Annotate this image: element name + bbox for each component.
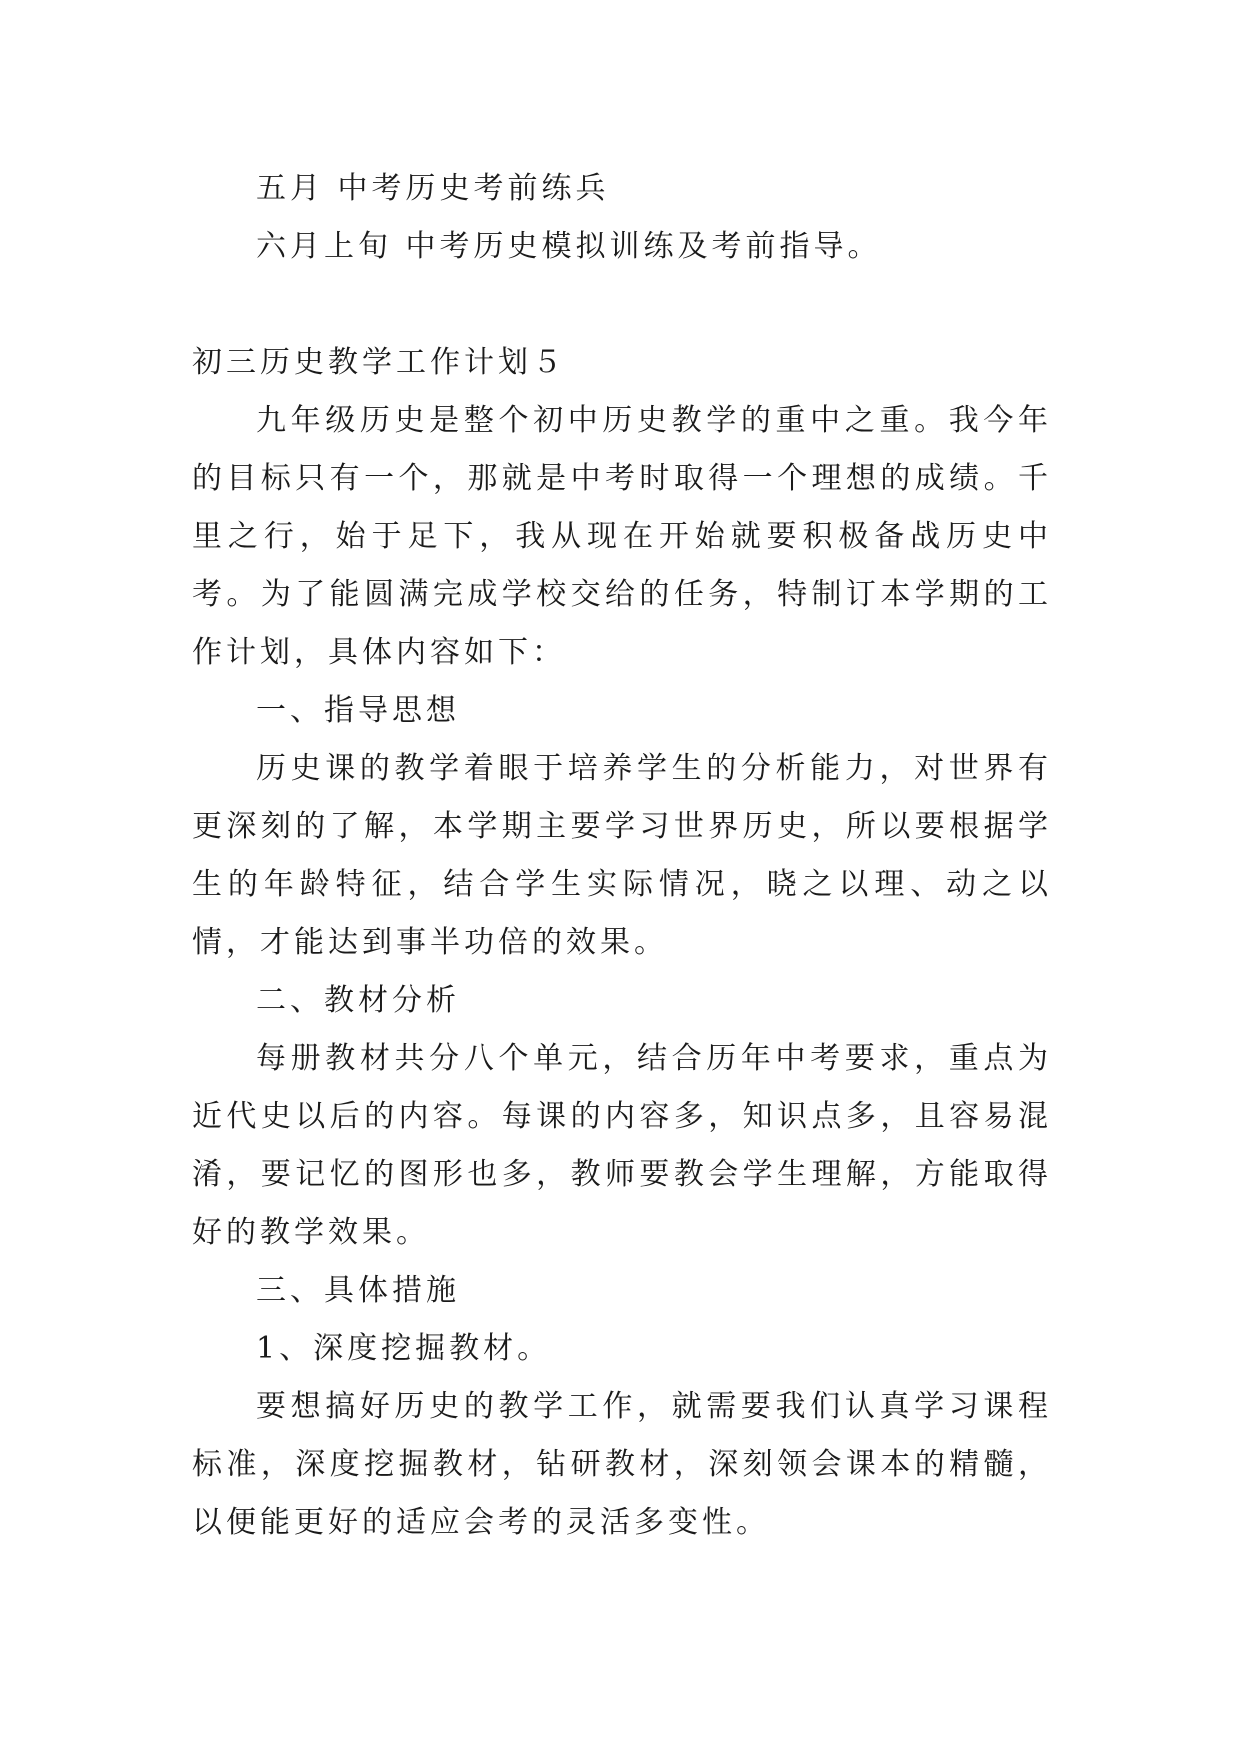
part3-sub1-paragraph: 要想搞好历史的教学工作，就需要我们认真学习课程标准，深度挖掘教材，钻研教材，深刻领会课本的精髓，以便能更好的适应会考的灵活多变性。	[192, 1389, 1052, 1540]
part2-heading: 二、教材分析	[256, 983, 460, 1018]
schedule-june: 六月上旬 中考历史模拟训练及考前指导。	[256, 229, 882, 264]
part2-paragraph: 每册教材共分八个单元，结合历年中考要求，重点为近代史以后的内容。每课的内容多，知识点多，且容易混淆，要记忆的图形也多，教师要教会学生理解，方能取得好的教学效果。	[192, 1041, 1052, 1250]
part3-heading: 三、具体措施	[256, 1273, 460, 1308]
part3-sub1-heading: 1、深度挖掘教材。	[256, 1331, 552, 1366]
intro-paragraph: 九年级历史是整个初中历史教学的重中之重。我今年的目标只有一个，那就是中考时取得一个理想的成绩。千里之行，始于足下，我从现在开始就要积极备战历史中考。为了能圆满完成学校交给的任务，特制订本学期的工作计划，具体内容如下：	[192, 403, 1052, 670]
section-title: 初三历史教学工作计划５	[192, 345, 566, 380]
document-body	[192, 160, 1052, 1552]
part1-paragraph: 历史课的教学着眼于培养学生的分析能力，对世界有更深刻的了解，本学期主要学习世界历史，所以要根据学生的年龄特征，结合学生实际情况，晓之以理、动之以情，才能达到事半功倍的效果。	[192, 751, 1052, 960]
spacer	[192, 276, 1052, 334]
part1-heading: 一、指导思想	[256, 693, 460, 728]
schedule-may: 五月 中考历史考前练兵	[256, 171, 610, 206]
